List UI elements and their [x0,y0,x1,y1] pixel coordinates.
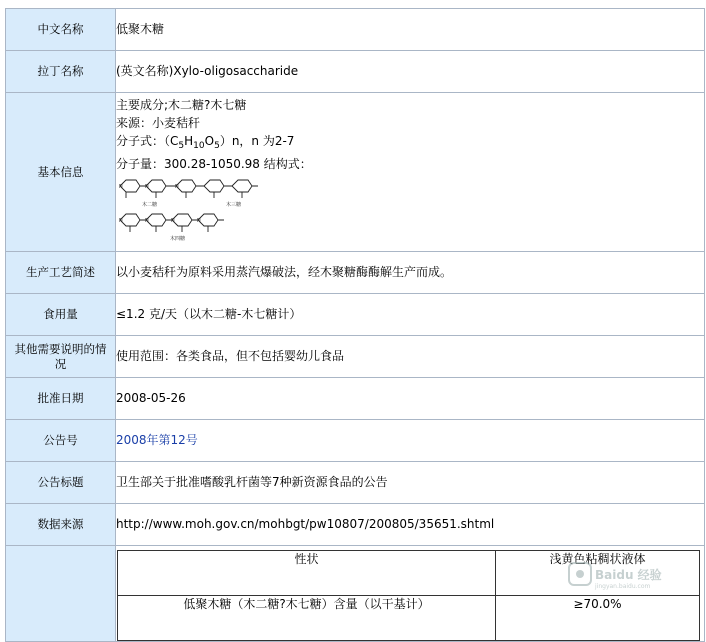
label-basic-info: 基本信息 [6,93,116,252]
value-approval-date: 2008-05-26 [116,378,705,420]
value-process: 以小麦秸秆为原料采用蒸汽爆破法，经木聚糖酶酶解生产而成。 [116,252,705,294]
value-name-latin: (英文名称)Xylo-oligosaccharide [116,51,705,93]
value-notice-title: 卫生部关于批准嗜酸乳杆菌等7种新资源食品的公告 [116,462,705,504]
quality-row-content [118,596,700,641]
label-data-source: 数据来源 [6,504,116,546]
structure-label-xylotriose: 木三糖 [226,202,242,208]
svg-text:N: N [145,218,149,224]
structure-formula-image [116,174,276,246]
row-notice-title [6,462,705,504]
structure-label-xylobiose: 木二糖 [142,202,158,208]
label-process: 生产工艺简述 [6,252,116,294]
label-name-cn: 中文名称 [6,9,116,51]
baidu-jingyan-watermark [568,560,700,590]
quality-cell-appearance-value: 浅黄色粘稠状液体 [496,551,700,596]
row-name-latin [6,51,705,93]
value-data-source: http://www.moh.gov.cn/mohbgt/pw10807/200805/35651.shtml [116,504,705,546]
basic-source: 来源：小麦秸秆 [116,116,201,130]
watermark-subtext: jingyan.baidu.com [595,583,651,590]
row-notice-number [6,420,705,462]
basic-components: 主要成分;木二糖?木七糖 [116,98,247,112]
quality-cell-content-label: 低聚木糖（木二糖?木七糖）含量（以干基计） [118,596,496,641]
svg-text:N: N [171,218,175,224]
value-dosage: ≤1.2 克/天（以木二糖-木七糖计） [116,294,705,336]
row-basic-info [6,93,705,252]
svg-text:N: N [119,184,123,190]
label-other-notes: 其他需要说明的情 况 [6,336,116,378]
label-dosage: 食用量 [6,294,116,336]
quality-cell-content-value: ≥70.0% [496,596,700,641]
row-data-source [6,504,705,546]
label-notice-title: 公告标题 [6,462,116,504]
row-name-cn [6,9,705,51]
row-dosage [6,294,705,336]
label-notice-number: 公告号 [6,420,116,462]
label-quality-spec [6,546,116,642]
info-table-frame [5,8,705,642]
info-table [5,8,705,642]
label-approval-date: 批准日期 [6,378,116,420]
svg-text:N: N [175,184,179,190]
row-approval-date [6,378,705,420]
notice-number-link[interactable]: 2008年第12号 [116,433,198,447]
label-name-latin: 拉丁名称 [6,51,116,93]
svg-text:N: N [145,184,149,190]
row-other-notes [6,336,705,378]
basic-formula: 分子式：$(C_5H_{10}O_5)n$，n 为2-7 [116,134,295,151]
value-other-notes: 使用范围：各类食品，但不包括婴幼儿食品 [116,336,705,378]
structure-label-xylotetraose: 木四糖 [170,236,186,242]
value-name-cn: 低聚木糖 [116,9,705,51]
value-basic-info [116,93,705,252]
svg-text:N: N [119,218,123,224]
svg-text:N: N [197,218,201,224]
basic-molecular-weight: 分子量：300.28-1050.98 结构式： [116,157,312,171]
quality-cell-appearance-label: 性状 [118,551,496,596]
watermark-text: Baidu 经验 [595,568,662,582]
row-process [6,252,705,294]
